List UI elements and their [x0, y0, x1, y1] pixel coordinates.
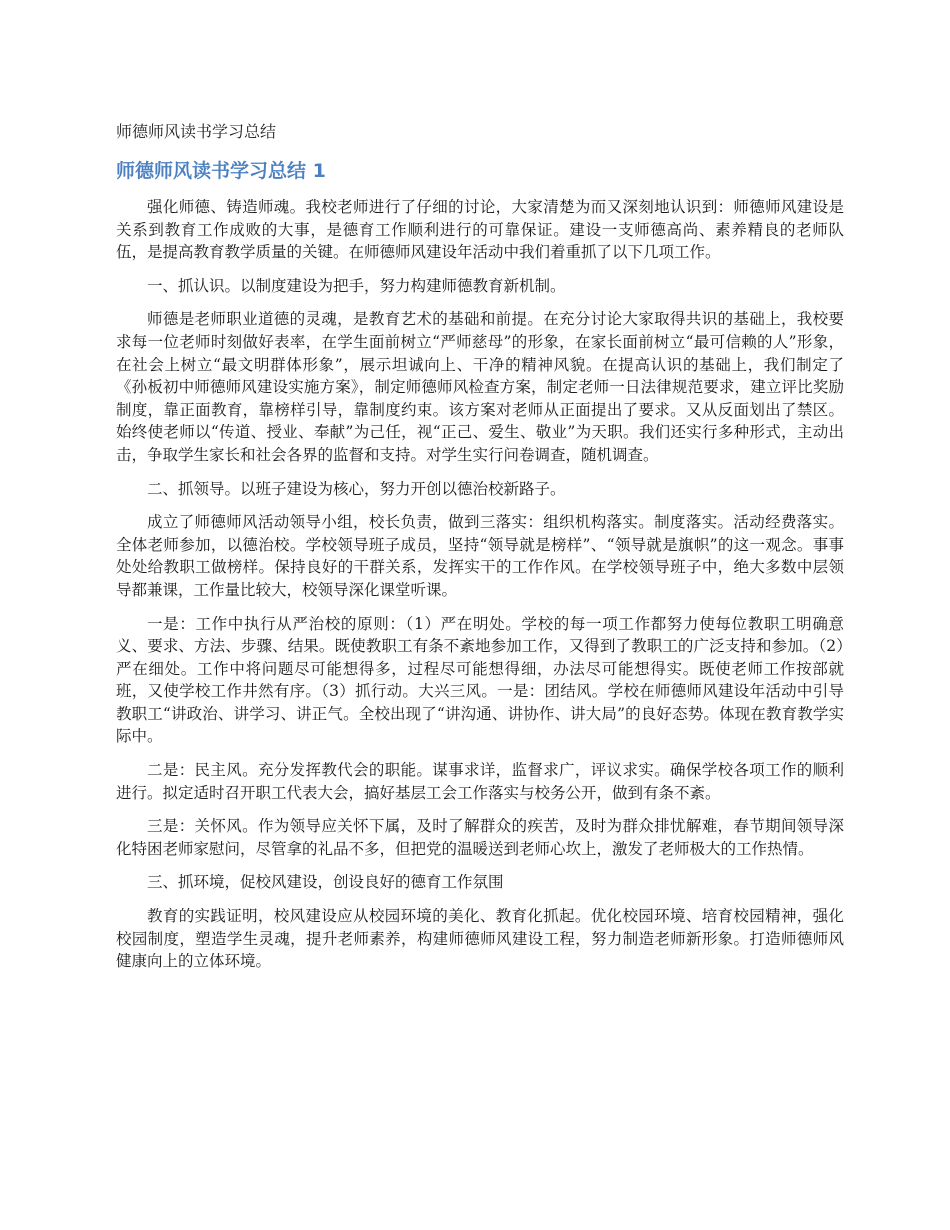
paragraph-point-one-title: 一、抓认识。以制度建设为把手，努力构建师德教育新机制。	[147, 276, 566, 295]
paragraph-point-three-title: 三、抓环境，促校风建设，创设良好的德育工作氛围	[147, 873, 504, 892]
section-heading: 师德师风读书学习总结 1	[116, 160, 326, 182]
paragraph-point-two-body: 成立了师德师风活动领导小组，校长负责，做到三落实：组织机构落实。制度落实。活动经费落实。全体老师参加，以德治校。学校领导班子成员，坚持“领导就是榜样”、“领导就是旗帜”的这一观念。事事处处给教职工做榜样。保持良好的干群关系，发挥实干的工作作风。在学校领导班子中，绝大多数中层领导都兼课，工作量比较大，校领导深化课堂听课。	[116, 513, 844, 599]
paragraph-point-one-body: 师德是老师职业道德的灵魂，是教育艺术的基础和前提。在充分讨论大家取得共识的基础上，我校要求每一位老师时刻做好表率，在学生面前树立“严师慈母”的形象，在家长面前树立“最可信赖的人”形象，在社会上树立“最文明群体形象”，展示坦诚向上、干净的精神风貌。在提高认识的基础上，我们制定了《孙板初中师德师风建设实施方案》，制定师德师风检查方案，制定老师一日法律规范要求，建立评比奖励制度，靠正面教育，靠榜样引导，靠制度约束。该方案对老师从正面提出了要求。又从反面划出了禁区。始终使老师以“传道、授业、奉献”为己任，视“正己、爱生、敬业”为天职。我们还实行多种形式，主动出击，争取学生家长和社会各界的监督和支持。对学生实行问卷调查，随机调查。	[116, 310, 844, 464]
paragraph-intro: 强化师德、铸造师魂。我校老师进行了仔细的讨论，大家清楚为而又深刻地认识到：师德师风建设是关系到教育工作成败的大事，是德育工作顺利进行的可靠保证。建设一支师德高尚、素养精良的老师队伍，是提高教育教学质量的关键。在师德师风建设年活动中我们着重抓了以下几项工作。	[116, 198, 844, 262]
paragraph-strict-principle: 一是：工作中执行从严治校的原则：（1）严在明处。学校的每一项工作都努力使每位教职工明确意义、要求、方法、步骤、结果。既使教职工有条不紊地参加工作，又得到了教职工的广泛支持和参加。（2）严在细处。工作中将问题尽可能想得多，过程尽可能想得细，办法尽可能想得实。既使老师工作按部就班，又使学校工作井然有序。（3）抓行动。大兴三风。一是：团结风。学校在师德师风建设年活动中引导教职工“讲政治、讲学习、讲正气。全校出现了“讲沟通、讲协作、讲大局”的良好态势。体现在教育教学实际中。	[116, 614, 844, 746]
document-title: 师德师风读书学习总结	[116, 122, 277, 141]
paragraph-point-three-body: 教育的实践证明，校风建设应从校园环境的美化、教育化抓起。优化校园环境、培育校园精神，强化校园制度，塑造学生灵魂，提升老师素养，构建师德师风建设工程，努力制造老师新形象。打造师德师风健康向上的立体环境。	[116, 907, 844, 971]
paragraph-democracy: 二是：民主风。充分发挥教代会的职能。谋事求详，监督求广，评议求实。确保学校各项工作的顺利进行。拟定适时召开职工代表大会，搞好基层工会工作落实与校务公开，做到有条不紊。	[116, 761, 844, 802]
paragraph-care: 三是：关怀风。作为领导应关怀下属，及时了解群众的疾苦，及时为群众排忧解难，春节期间领导深化特困老师家慰问，尽管拿的礼品不多，但把党的温暖送到老师心坎上，激发了老师极大的工作热情。	[116, 817, 844, 858]
document-page	[116, 120, 844, 984]
paragraph-point-two-title: 二、抓领导。以班子建设为核心，努力开创以德治校新路子。	[147, 479, 566, 498]
